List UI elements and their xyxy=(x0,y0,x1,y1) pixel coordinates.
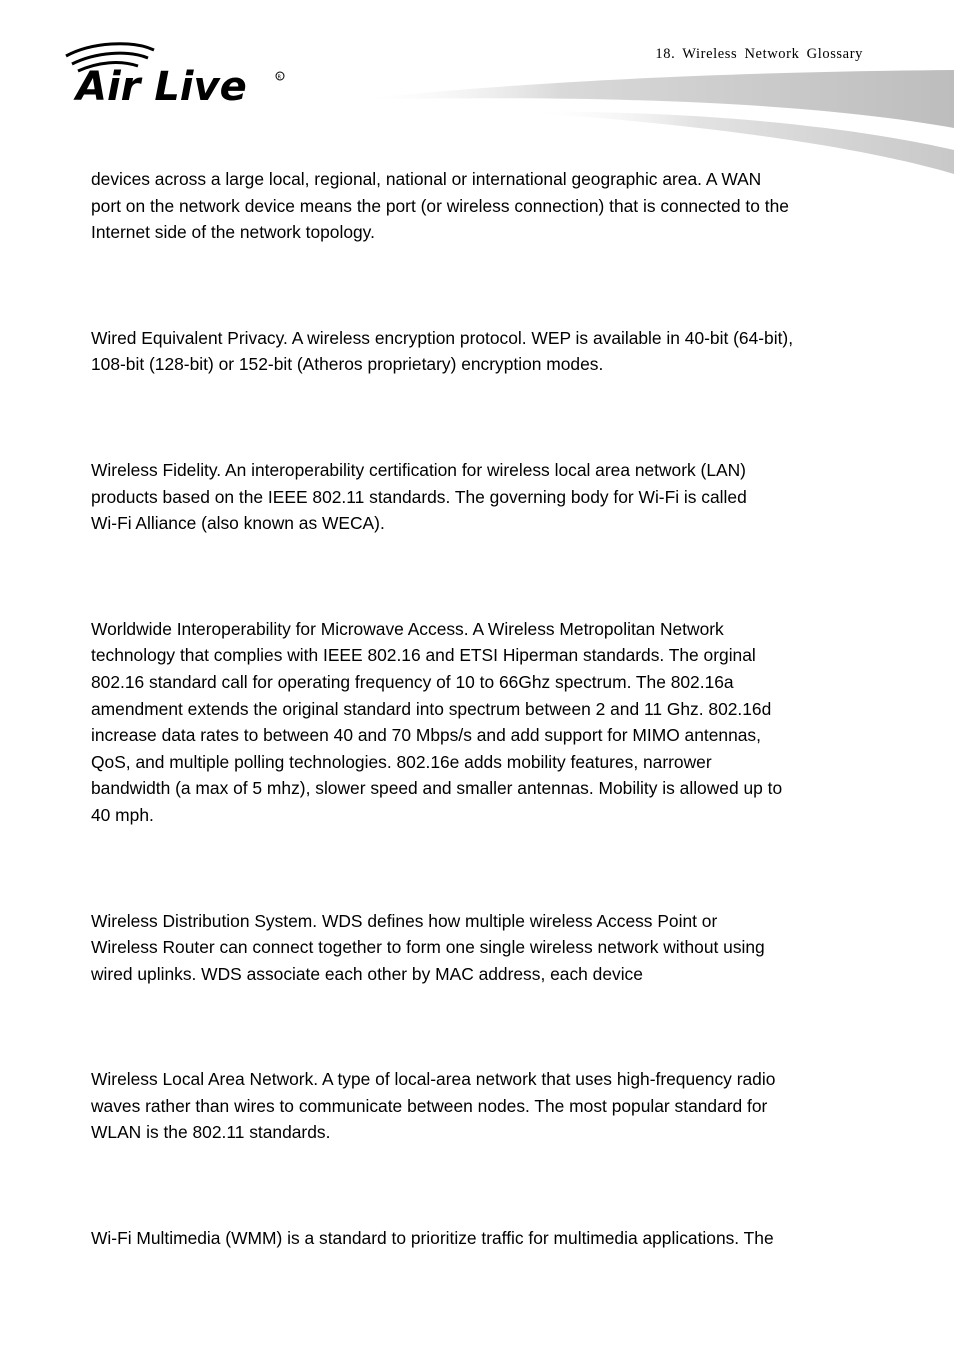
wlan-definition: Wireless Local Area Network. A type of local-area network that uses high-frequency radio waves rather than wires to communicate between nodes. The most popular standard for WLAN is the 802.11 standards. xyxy=(91,1069,776,1143)
page-header xyxy=(0,0,954,180)
logo-text: Air Live xyxy=(76,64,247,108)
glossary-content xyxy=(91,166,881,1252)
airlive-logo xyxy=(62,40,292,108)
wimax-definition: Worldwide Interoperability for Microwave Access. A Wireless Metropolitan Network technology that complies with IEEE 802.16 and ETSI Hiperman standards. The orginal 802.16 standard call for operating frequency of 10 to 66Ghz spectrum. The 802.16a amendment extends the original standard into spectrum between 2 and 11 Ghz. 802.16d increase data rates to between 40 and 70 Mbps/s and add support for MIMO antennas, QoS, and multiple polling technologies. 802.16e adds mobility features, narrower bandwidth (a max of 5 mhz), slower speed and smaller antennas. Mobility is allowed up to 40 mph. xyxy=(91,618,783,825)
wep-definition: Wired Equivalent Privacy. A wireless encryption protocol. WEP is available in 40-bit (64-bit), 108-bit (128-bit) or 152-bit (Atheros proprietary) encryption modes. xyxy=(91,327,794,375)
wds-definition: Wireless Distribution System. WDS defines how multiple wireless Access Point or Wireless Router can connect together to form one single wireless network without using wired uplinks. WDS associate each other by MAC address, each device xyxy=(91,910,765,984)
wmm-definition: Wi-Fi Multimedia (WMM) is a standard to prioritize traffic for multimedia applications. The xyxy=(91,1228,774,1249)
wifi-definition: Wireless Fidelity. An interoperability certification for wireless local area network (LAN) products based on the IEEE 802.11 standards. The governing body for Wi-Fi is called Wi-Fi Alliance (also known as WECA). xyxy=(91,459,747,534)
chapter-title: 18. Wireless Network Glossary xyxy=(655,46,863,62)
wan-definition-continued: devices across a large local, regional, national or international geographic area. A WAN port on the network device means the port (or wireless connection) that is connected to the Internet side of the network topology. xyxy=(91,169,789,243)
svg-text:R: R xyxy=(277,74,281,81)
